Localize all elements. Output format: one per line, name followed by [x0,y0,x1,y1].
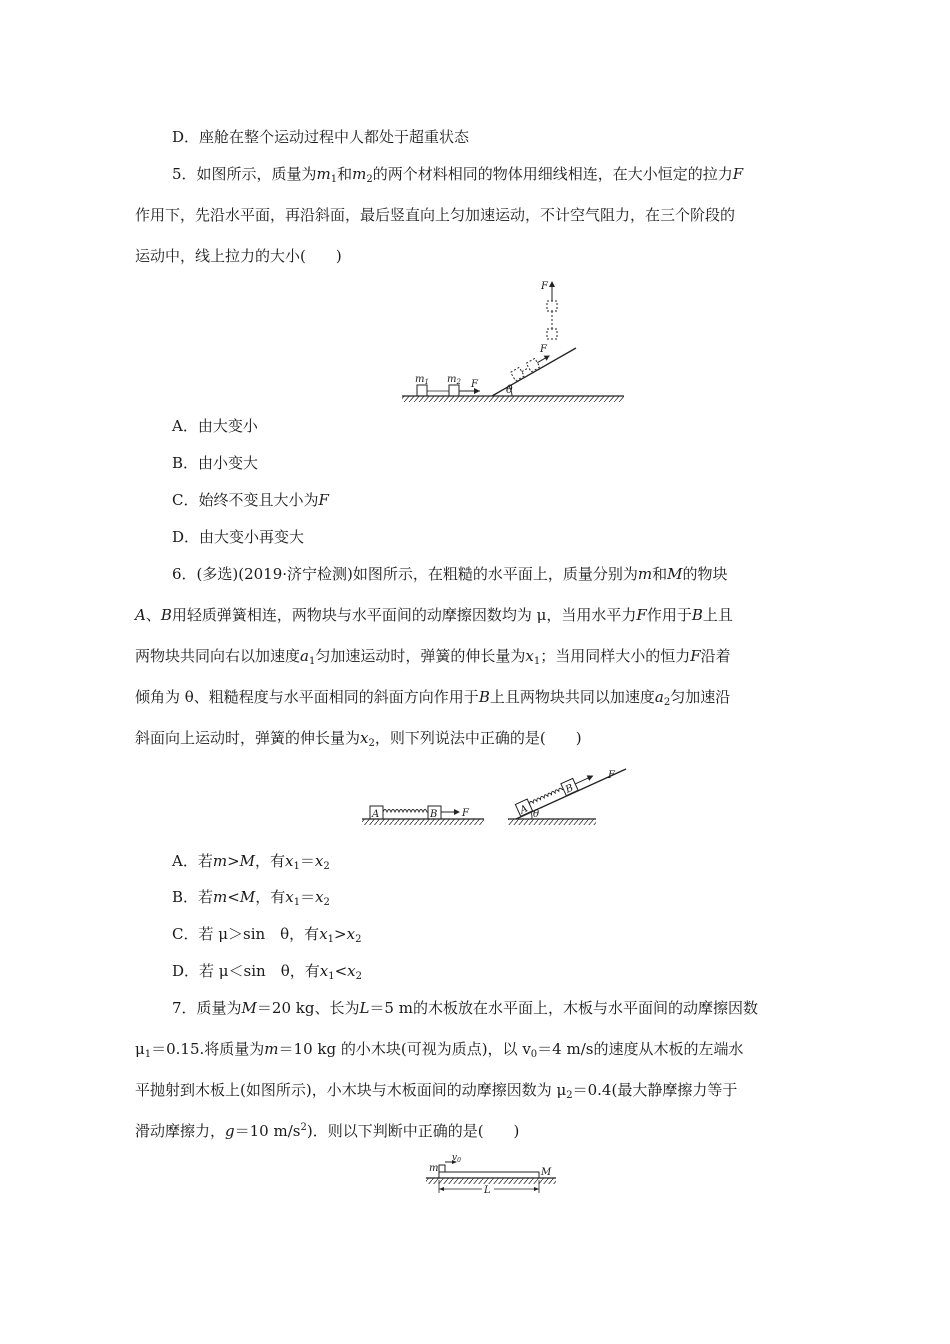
q5-fig-F-incline: F [540,344,547,355]
q5-stem-text: 5．如图所示，质量为 [172,165,317,183]
q6-stem-text: 6．(多选)(2019·济宁检测)如图所示，在粗糙的水平面上，质量分别为 [172,565,638,583]
q6-opt-x2-sub: 2 [323,897,330,908]
q6-opt-x2-sub: 2 [355,971,362,982]
q6-var-x1: x [525,647,534,665]
q7-var-mu1: μ [135,1040,145,1058]
q7-stem-text: ＝4 m/s的速度从木板的左端水 [537,1040,744,1058]
q6-var-m: m [637,565,653,583]
q7-stem-text: 平抛射到木板上(如图所示)，小木块与木板面间的动摩擦因数为 μ [135,1081,567,1099]
ground-hatch [508,819,596,825]
q6-opt-x1-sub: 1 [328,971,335,982]
q6-var-x2-sub: 2 [368,738,375,749]
q7-stem-line4 [135,1121,519,1141]
q7-var-g: g [225,1122,235,1140]
q6-opt-m: m [212,852,228,870]
q7-fig-M: M [541,1167,552,1178]
q7-stem-text: ＝10 kg 的小木块(可视为质点)，以 v [278,1040,531,1058]
q6-fig-A-incline: A [518,803,530,817]
q5-option-b: B．由小变大 [172,454,259,472]
q7-stem-text: ＝0.15.将质量为 [151,1040,265,1058]
q7-var-v0-sub: 0 [530,1049,538,1060]
q6-stem-line5 [135,728,582,748]
q6-stem-text: 和 [652,565,668,583]
q7-stem-text: ＝5 m的木板放在水平面上，木板与水平面间的动摩擦因数 [369,999,758,1017]
spring [383,810,428,813]
q5-stem-line3: 运动中，线上拉力的大小( ) [135,247,342,265]
q7-stem-line3 [135,1080,737,1100]
q5-fig-m1: $m_1$ [415,374,429,386]
q6-stem-text: ，则下列说法中正确的是( ) [374,729,582,747]
q6-opt-rel: < [334,962,348,980]
dim-arrow-right [534,1187,539,1191]
q6-stem-text: 作用于 [646,606,692,624]
q5-var-F: F [732,165,744,183]
q6-var-a1: a [300,647,309,665]
q6-stem-text: 倾角为 θ、粗糙程度与水平面相同的斜面方向作用于 [135,688,479,706]
q6-option-a [172,851,330,871]
q6-opt-eq: ＝ [300,888,316,906]
q5-var-m2: m [352,165,367,183]
q5-stem-line1 [172,164,743,184]
q6-stem-text: 用轻质弹簧相连，两物块与水平面间的动摩擦因数均为 μ，当用水平力 [171,606,637,624]
q6-stem-line3 [135,646,731,666]
q6-stem-text: 斜面向上运动时，弹簧的伸长量为 [135,729,361,747]
q6-opt-x2: x [347,962,356,980]
q6-opt-x1-sub: 1 [293,897,301,908]
q6-opt-rel: > [334,925,347,943]
q5-stem-text: 和 [337,165,353,183]
vertical-block-upper [547,301,557,311]
q6-var-B: B [160,606,172,624]
q7-var-mu1-sub: 1 [144,1049,152,1060]
ground-hatch [402,396,624,402]
q7-fig-m: m [429,1163,439,1174]
q6-opt-text: D．若 μ＜sin θ，有 [172,962,320,980]
q6-opt-text: C．若 μ＞sin θ，有 [172,925,320,943]
vertical-force-arrowhead [549,281,555,287]
q5-option-c-text: C．始终不变且大小为 [172,491,319,509]
q6-stem-text: 、 [145,606,161,624]
q5-fig-F-vertical: F [541,281,548,292]
q6-var-F: F [690,647,701,665]
q7-stem-text: ＝0.4(最大静摩擦力等于 [572,1081,738,1099]
q5-option-d: D．由大变小再变大 [172,528,305,546]
q5-option-c [172,490,329,510]
q6-var-a2: a [654,688,664,706]
q6-opt-x1: x [319,962,329,980]
q7-fig-v0: $v_0$ [452,1153,461,1164]
q5-option-c-F: F [318,491,329,509]
q7-var-M: M [241,999,257,1017]
q7-var-L: L [359,999,370,1017]
q6-opt-x1-sub: 1 [327,934,335,945]
q5-var-m1: m [316,165,331,183]
q6-stem-text: 沿着 [700,647,731,665]
q5-fig-F: F [471,379,478,390]
q6-var-F: F [636,606,647,624]
q7-stem-text: 滑动摩擦力， [135,1122,226,1140]
q7-figure [422,1150,562,1195]
q6-option-d [172,961,362,981]
q6-opt-text: A．若 [172,852,213,870]
q6-opt-x1: x [285,852,294,870]
q6-fig-F: F [462,808,469,819]
q7-stem-text: ＝20 kg、长为 [256,999,360,1017]
q7-fig-L: L [484,1185,491,1196]
q5-stem-text: 的两个材料相同的物体用细线相连，在大小恒定的拉力 [372,165,733,183]
q6-stem-line1 [172,564,728,584]
vertical-block-lower [547,329,557,339]
block-m2 [449,385,459,396]
q6-opt-text: ，有 [255,852,286,870]
q7-stem-text: ＝10 m/s [234,1122,301,1140]
q6-var-A: A [135,606,146,624]
q6-stem-text: 上且两物块共同以加速度 [489,688,655,706]
q6-option-c [172,924,361,944]
force-arrowhead [587,773,595,781]
q6-opt-rel: < [227,888,240,906]
q6-var-x2: x [360,729,369,747]
q6-stem-text: 匀加速运动时，弹簧的伸长量为 [315,647,526,665]
block-m [439,1165,445,1172]
q6-fig-B-incline: B [563,782,576,796]
spring [529,787,564,805]
q6-opt-x1: x [285,888,294,906]
q7-var-m: m [264,1040,279,1058]
q7-stem-text: 7．质量为 [172,999,242,1017]
block-m1 [417,385,427,396]
dim-arrow-left [439,1187,444,1191]
q7-var-mu2-sub: 2 [566,1090,573,1101]
q6-opt-m: m [213,888,228,906]
q6-opt-M: M [239,888,256,906]
q6-opt-text: ，有 [255,888,286,906]
q5-figure [400,275,630,405]
q6-var-B: B [478,688,490,706]
q5-option-a: A．由大变小 [172,417,258,435]
incline-assembly [515,770,596,817]
q6-opt-x2-sub: 2 [323,861,330,872]
q6-opt-rel: > [227,852,240,870]
q5-stem-line2: 作用下，先沿水平面，再沿斜面，最后竖直向上匀加速运动，不计空气阻力，在三个阶段的 [135,206,736,224]
q6-opt-text: B．若 [172,888,214,906]
q6-option-b [172,887,330,907]
angle-arc [531,812,532,819]
q6-opt-x2: x [346,925,356,943]
q6-opt-x1-sub: 1 [293,861,300,872]
q6-var-a2-sub: 2 [663,697,671,708]
q6-stem-text: 匀加速沿 [670,688,731,706]
q7-stem-line2 [135,1039,743,1059]
ground-hatch [362,819,484,825]
q7-var-sup: 2 [300,1122,307,1133]
q6-var-M: M [667,565,683,583]
q6-stem-text: ；当用同样大小的恒力 [540,647,691,665]
q6-opt-x2-sub: 2 [355,934,362,945]
q6-opt-x2: x [314,852,324,870]
q6-opt-x2: x [315,888,324,906]
q5-var-m2-sub: 2 [366,174,373,185]
q6-opt-x1: x [319,925,328,943]
q7-stem-line1 [172,998,758,1018]
q7-stem-text: )．则以下判断中正确的是( ) [306,1122,520,1140]
q6-opt-eq: ＝ [299,852,315,870]
q6-figure-horizontal [362,798,487,828]
q6-figure-incline [508,766,643,828]
q6-var-B: B [691,606,703,624]
incline-string [522,368,529,372]
q6-stem-line2 [135,605,733,625]
q5-var-m1-sub: 1 [330,174,338,185]
q6-var-a1-sub: 1 [308,656,316,667]
q6-stem-text: 的物块 [682,565,728,583]
q6-opt-M: M [239,852,256,870]
force-arrowhead [454,809,460,815]
q5-fig-m2: $m_2$ [447,374,461,386]
q6-stem-text: 上且 [702,606,733,624]
q6-var-x1-sub: 1 [533,656,541,667]
incline-line [492,348,576,396]
q6-stem-line4 [135,687,730,707]
q5-fig-theta: θ [506,383,513,396]
q6-fig-B: B [430,809,438,820]
ground-hatch [426,1178,556,1184]
q4-option-d: D．座舱在整个运动过程中人都处于超重状态 [172,128,470,146]
q6-fig-F-incline: F [608,770,615,781]
q6-fig-theta: θ [533,809,540,820]
incline-blocks [511,351,552,381]
q6-stem-text: 两物块共同向右以加速度 [135,647,301,665]
plank-M [439,1172,539,1178]
q6-fig-A: A [372,809,380,820]
